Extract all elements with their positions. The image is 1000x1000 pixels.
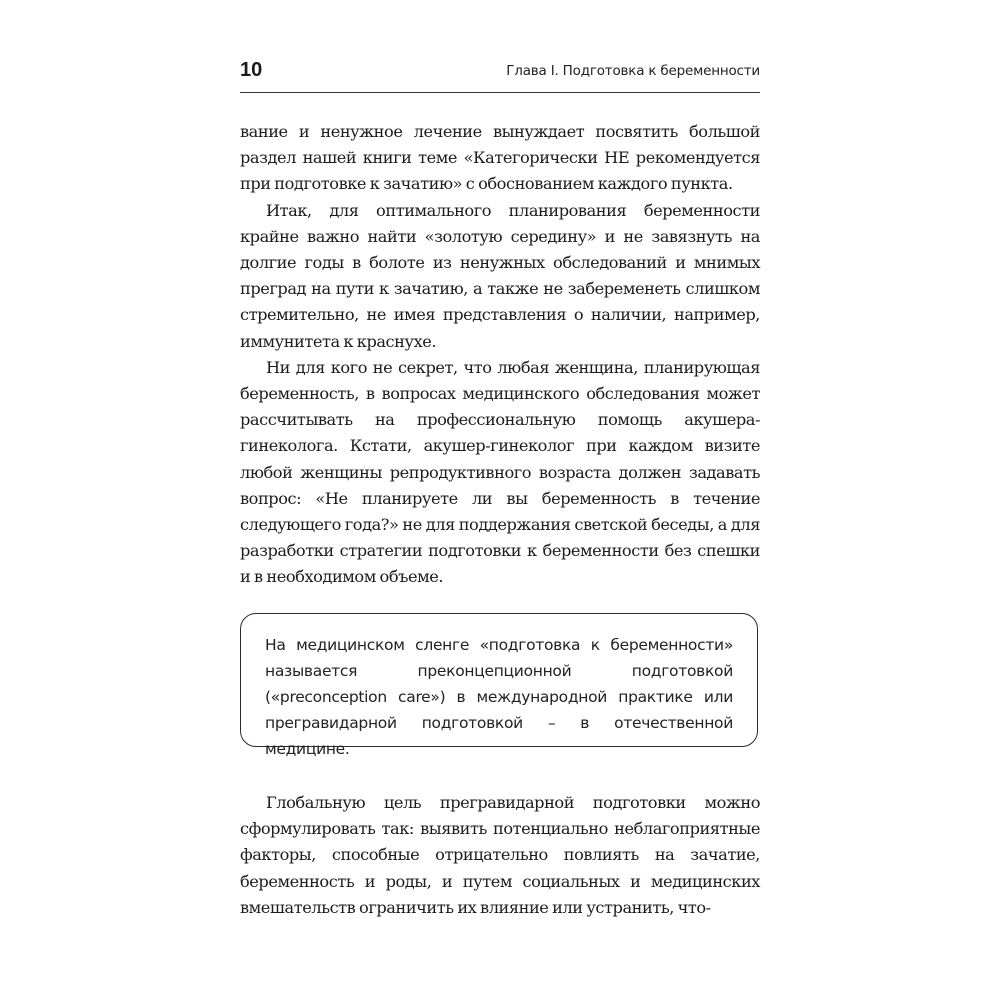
paragraph: вание и ненужное лечение вынуждает посвятить большой раздел нашей книги теме «Категорически НЕ рекомендуется при подготовке к зачатию» с обоснованием каждого пункта. (240, 122, 760, 194)
paragraph: Глобальную цель прегравидарной подготовки можно сформулировать так: выявить потенциально неблагоприятные факторы, способные отрицательно повлиять на зачатие, беременность и роды, и путем социальных и медицинских вмешательств ограничить их влияние или устранить, что- (240, 793, 760, 917)
page-number: 10 (240, 59, 263, 81)
callout-box (240, 613, 758, 758)
running-head: Глава I. Подготовка к беременности (506, 63, 760, 79)
paragraph: Итак, для оптимального планирования беременности крайне важно найти «золотую середину» и не завязнуть на долгие годы в болоте из ненужных обследований и мнимых преград на пути к зачатию, а также не забеременеть слишком стремительно, не имея представления о наличии, например, иммунитета к краснухе. (240, 200, 760, 351)
paragraph: Ни для кого не секрет, что любая женщина, планирующая беременность, в вопросах медицинского обследования может рассчитывать на профессиональную помощь акушера-гинеколога. Кстати, акушер-гинеколог при каждом визите любой женщины репродуктивного возраста должен задавать вопрос: «Не планируете ли вы беременность в течение следующего года?» не для поддержания светской беседы, а для разработки стратегии подготовки к беременности без спешки и в необходимом объеме. (240, 357, 760, 587)
continued-text-block (240, 790, 760, 921)
page-header (240, 58, 760, 93)
main-text-block (240, 119, 760, 591)
callout-text: На медицинском сленге «подготовка к беременности» называется преконцепционной подготовкой («preconception care») в международной практике или прегравидарной подготовкой – в отечественной медицине. (265, 636, 733, 758)
